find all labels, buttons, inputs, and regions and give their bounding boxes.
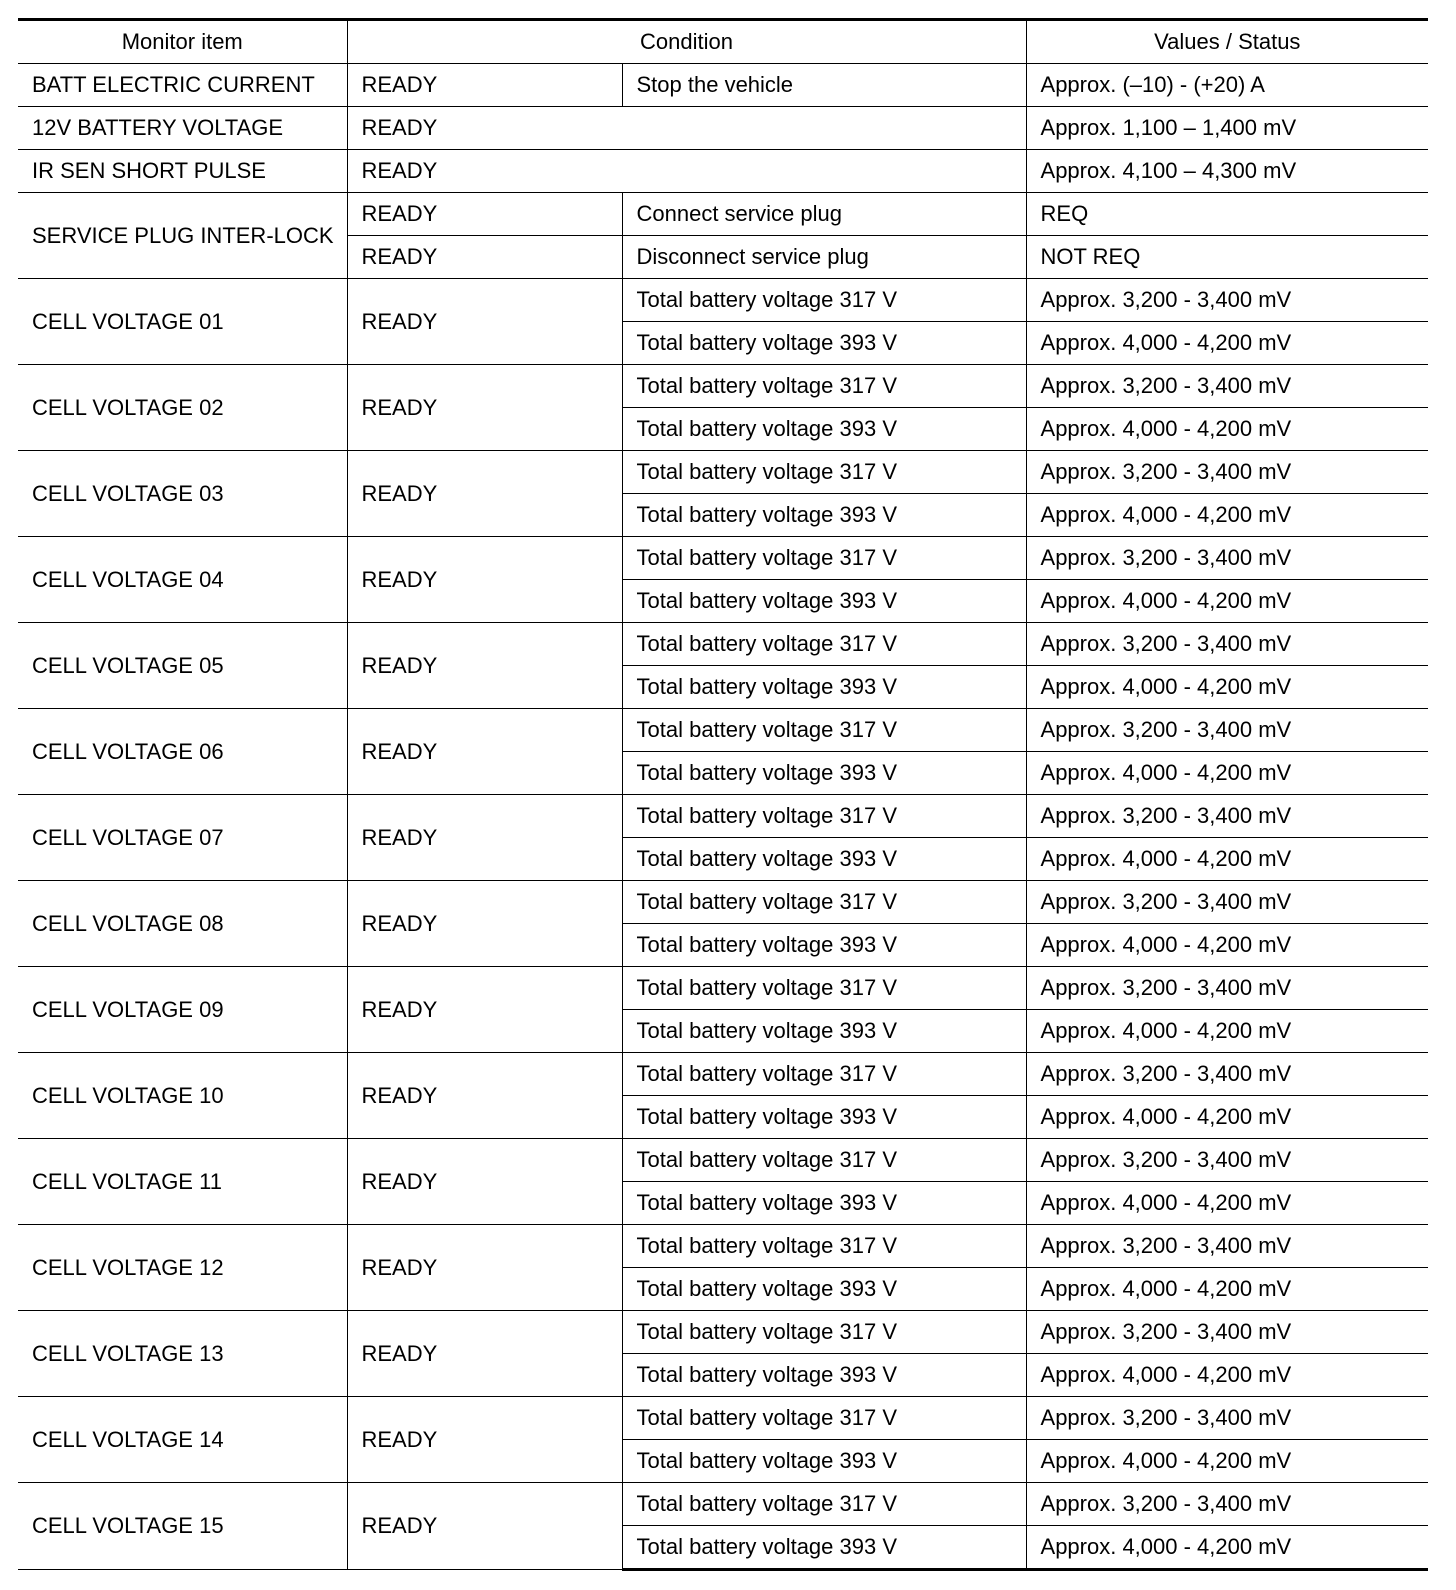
condition-cell: Total battery voltage 393 V	[622, 1096, 1026, 1139]
value-cell: Approx. 3,200 - 3,400 mV	[1026, 279, 1428, 322]
state-cell: READY	[347, 709, 622, 795]
condition-cell: Total battery voltage 317 V	[622, 279, 1026, 322]
value-cell: Approx. 4,000 - 4,200 mV	[1026, 322, 1428, 365]
monitor-item-cell: CELL VOLTAGE 10	[18, 1053, 347, 1139]
monitor-item-cell: CELL VOLTAGE 14	[18, 1397, 347, 1483]
value-cell: Approx. 4,100 – 4,300 mV	[1026, 150, 1428, 193]
value-cell: Approx. 3,200 - 3,400 mV	[1026, 795, 1428, 838]
value-cell: Approx. 3,200 - 3,400 mV	[1026, 451, 1428, 494]
table-row	[18, 150, 1428, 193]
header-values-status: Values / Status	[1026, 20, 1428, 64]
state-cell: READY	[347, 967, 622, 1053]
value-cell: Approx. 3,200 - 3,400 mV	[1026, 1225, 1428, 1268]
table-row	[18, 451, 1428, 494]
monitor-item-cell: SERVICE PLUG INTER-LOCK	[18, 193, 347, 279]
condition-cell: Total battery voltage 317 V	[622, 451, 1026, 494]
table-row	[18, 1397, 1428, 1440]
condition-cell: Total battery voltage 317 V	[622, 365, 1026, 408]
monitor-item-cell: CELL VOLTAGE 15	[18, 1483, 347, 1570]
state-cell: READY	[347, 64, 622, 107]
monitor-item-cell: CELL VOLTAGE 04	[18, 537, 347, 623]
value-cell: Approx. 4,000 - 4,200 mV	[1026, 494, 1428, 537]
state-cell: READY	[347, 1397, 622, 1483]
table-row	[18, 1483, 1428, 1526]
header-row	[18, 20, 1428, 64]
table-row	[18, 967, 1428, 1010]
condition-cell: Total battery voltage 317 V	[622, 1225, 1026, 1268]
value-cell: Approx. 4,000 - 4,200 mV	[1026, 1182, 1428, 1225]
header-condition: Condition	[347, 20, 1026, 64]
condition-cell: Total battery voltage 317 V	[622, 1311, 1026, 1354]
state-cell: READY	[347, 1311, 622, 1397]
value-cell: Approx. (–10) - (+20) A	[1026, 64, 1428, 107]
value-cell: Approx. 3,200 - 3,400 mV	[1026, 1483, 1428, 1526]
monitor-item-cell: BATT ELECTRIC CURRENT	[18, 64, 347, 107]
state-cell: READY	[347, 236, 622, 279]
value-cell: Approx. 3,200 - 3,400 mV	[1026, 1053, 1428, 1096]
table-row	[18, 795, 1428, 838]
table-row	[18, 1053, 1428, 1096]
condition-cell: Total battery voltage 393 V	[622, 494, 1026, 537]
monitor-item-cell: CELL VOLTAGE 06	[18, 709, 347, 795]
value-cell: Approx. 4,000 - 4,200 mV	[1026, 752, 1428, 795]
state-cell: READY	[347, 623, 622, 709]
table-row	[18, 1225, 1428, 1268]
state-cell: READY	[347, 150, 1026, 193]
table-row	[18, 193, 1428, 236]
state-cell: READY	[347, 795, 622, 881]
condition-cell: Total battery voltage 393 V	[622, 924, 1026, 967]
condition-cell: Total battery voltage 393 V	[622, 752, 1026, 795]
value-cell: Approx. 3,200 - 3,400 mV	[1026, 881, 1428, 924]
value-cell: Approx. 4,000 - 4,200 mV	[1026, 1268, 1428, 1311]
table-row	[18, 623, 1428, 666]
table-row	[18, 365, 1428, 408]
table-row	[18, 279, 1428, 322]
condition-cell: Total battery voltage 393 V	[622, 1268, 1026, 1311]
monitor-item-cell: CELL VOLTAGE 02	[18, 365, 347, 451]
condition-cell: Total battery voltage 317 V	[622, 537, 1026, 580]
header-monitor-item: Monitor item	[18, 20, 347, 64]
monitor-item-cell: CELL VOLTAGE 05	[18, 623, 347, 709]
value-cell: Approx. 3,200 - 3,400 mV	[1026, 537, 1428, 580]
condition-cell: Connect service plug	[622, 193, 1026, 236]
value-cell: Approx. 4,000 - 4,200 mV	[1026, 1354, 1428, 1397]
monitor-item-cell: CELL VOLTAGE 13	[18, 1311, 347, 1397]
condition-cell: Total battery voltage 317 V	[622, 967, 1026, 1010]
condition-cell: Total battery voltage 393 V	[622, 580, 1026, 623]
state-cell: READY	[347, 537, 622, 623]
table-row	[18, 107, 1428, 150]
monitor-table	[18, 18, 1428, 1571]
table-row	[18, 709, 1428, 752]
condition-cell: Total battery voltage 393 V	[622, 1354, 1026, 1397]
value-cell: NOT REQ	[1026, 236, 1428, 279]
condition-cell: Total battery voltage 393 V	[622, 322, 1026, 365]
condition-cell: Total battery voltage 393 V	[622, 1010, 1026, 1053]
condition-cell: Total battery voltage 393 V	[622, 1440, 1026, 1483]
value-cell: Approx. 3,200 - 3,400 mV	[1026, 709, 1428, 752]
table-row	[18, 64, 1428, 107]
condition-cell: Total battery voltage 393 V	[622, 1182, 1026, 1225]
state-cell: READY	[347, 1225, 622, 1311]
state-cell: READY	[347, 451, 622, 537]
monitor-item-cell: IR SEN SHORT PULSE	[18, 150, 347, 193]
value-cell: Approx. 1,100 – 1,400 mV	[1026, 107, 1428, 150]
monitor-item-cell: CELL VOLTAGE 07	[18, 795, 347, 881]
table-row	[18, 1311, 1428, 1354]
condition-cell: Total battery voltage 393 V	[622, 838, 1026, 881]
table-row	[18, 1139, 1428, 1182]
condition-cell: Total battery voltage 317 V	[622, 1139, 1026, 1182]
condition-cell: Total battery voltage 317 V	[622, 709, 1026, 752]
value-cell: Approx. 4,000 - 4,200 mV	[1026, 838, 1428, 881]
state-cell: READY	[347, 1483, 622, 1570]
condition-cell: Total battery voltage 317 V	[622, 1397, 1026, 1440]
condition-cell: Total battery voltage 317 V	[622, 623, 1026, 666]
value-cell: Approx. 4,000 - 4,200 mV	[1026, 924, 1428, 967]
value-cell: Approx. 4,000 - 4,200 mV	[1026, 1096, 1428, 1139]
value-cell: Approx. 3,200 - 3,400 mV	[1026, 1311, 1428, 1354]
condition-cell: Total battery voltage 393 V	[622, 1526, 1026, 1570]
table-body	[18, 64, 1428, 1570]
condition-cell: Disconnect service plug	[622, 236, 1026, 279]
state-cell: READY	[347, 193, 622, 236]
monitor-item-cell: 12V BATTERY VOLTAGE	[18, 107, 347, 150]
condition-cell: Total battery voltage 393 V	[622, 408, 1026, 451]
monitor-item-cell: CELL VOLTAGE 03	[18, 451, 347, 537]
monitor-item-cell: CELL VOLTAGE 08	[18, 881, 347, 967]
value-cell: Approx. 4,000 - 4,200 mV	[1026, 408, 1428, 451]
monitor-item-cell: CELL VOLTAGE 09	[18, 967, 347, 1053]
condition-cell: Stop the vehicle	[622, 64, 1026, 107]
state-cell: READY	[347, 107, 1026, 150]
value-cell: Approx. 3,200 - 3,400 mV	[1026, 623, 1428, 666]
state-cell: READY	[347, 279, 622, 365]
condition-cell: Total battery voltage 317 V	[622, 795, 1026, 838]
value-cell: Approx. 3,200 - 3,400 mV	[1026, 1139, 1428, 1182]
state-cell: READY	[347, 1139, 622, 1225]
monitor-item-cell: CELL VOLTAGE 11	[18, 1139, 347, 1225]
condition-cell: Total battery voltage 393 V	[622, 666, 1026, 709]
table-row	[18, 881, 1428, 924]
value-cell: Approx. 4,000 - 4,200 mV	[1026, 666, 1428, 709]
value-cell: REQ	[1026, 193, 1428, 236]
table-row	[18, 537, 1428, 580]
value-cell: Approx. 3,200 - 3,400 mV	[1026, 1397, 1428, 1440]
state-cell: READY	[347, 881, 622, 967]
value-cell: Approx. 4,000 - 4,200 mV	[1026, 1440, 1428, 1483]
condition-cell: Total battery voltage 317 V	[622, 881, 1026, 924]
value-cell: Approx. 4,000 - 4,200 mV	[1026, 1526, 1428, 1570]
condition-cell: Total battery voltage 317 V	[622, 1053, 1026, 1096]
condition-cell: Total battery voltage 317 V	[622, 1483, 1026, 1526]
monitor-item-cell: CELL VOLTAGE 01	[18, 279, 347, 365]
value-cell: Approx. 3,200 - 3,400 mV	[1026, 365, 1428, 408]
value-cell: Approx. 4,000 - 4,200 mV	[1026, 580, 1428, 623]
state-cell: READY	[347, 1053, 622, 1139]
value-cell: Approx. 4,000 - 4,200 mV	[1026, 1010, 1428, 1053]
monitor-item-cell: CELL VOLTAGE 12	[18, 1225, 347, 1311]
state-cell: READY	[347, 365, 622, 451]
value-cell: Approx. 3,200 - 3,400 mV	[1026, 967, 1428, 1010]
